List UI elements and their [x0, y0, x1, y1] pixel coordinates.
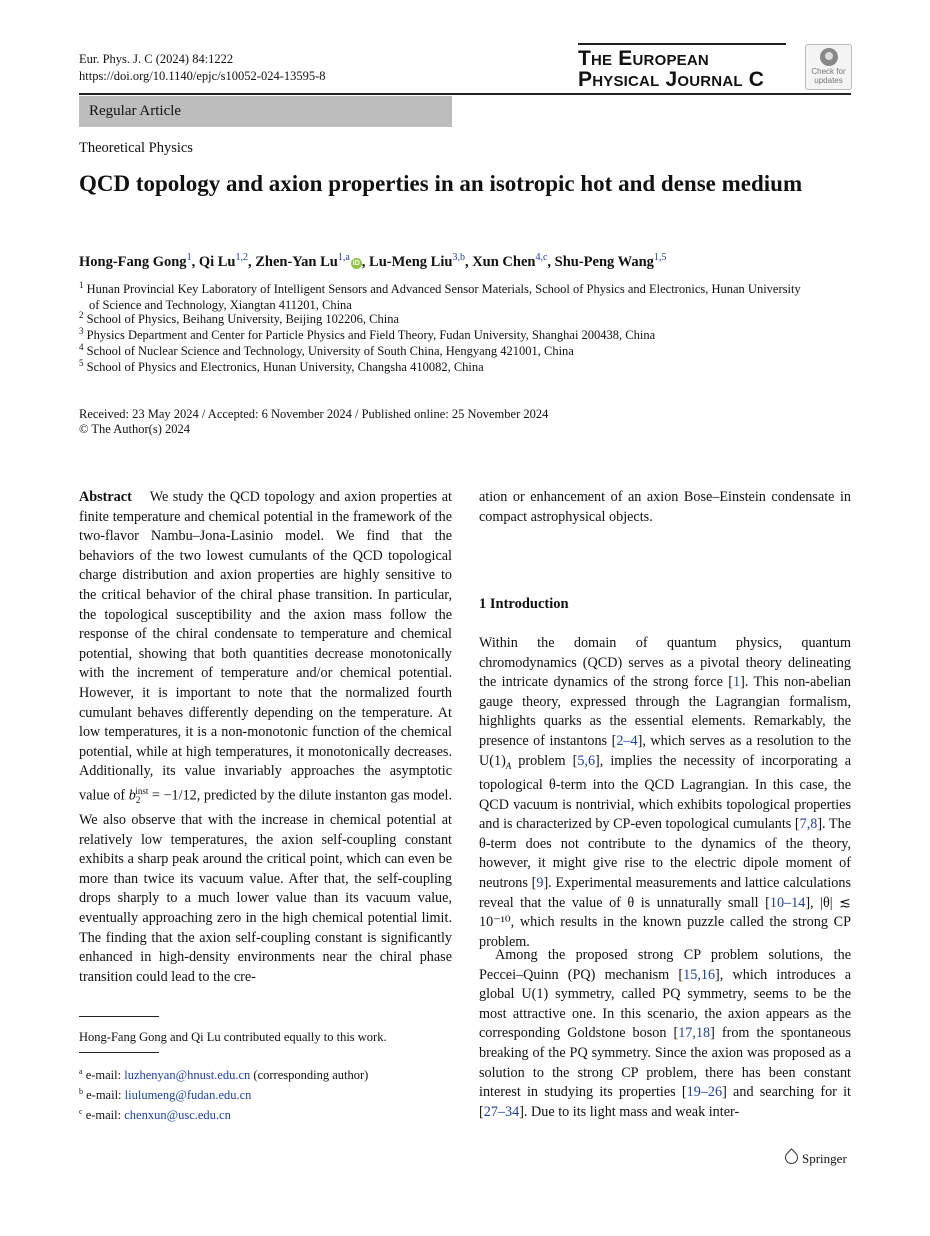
- doi-link[interactable]: https://doi.org/10.1140/epjc/s10052-024-13595-8: [79, 69, 326, 83]
- publisher-name: Springer: [802, 1151, 847, 1166]
- affiliation-item: [79, 355, 854, 375]
- equal-contribution-note: Hong-Fang Gong and Qi Lu contributed equally to this work.: [79, 1030, 387, 1044]
- citation-link[interactable]: 17,18: [678, 1025, 711, 1042]
- author-name: Qi Lu: [198, 253, 236, 270]
- citation-link[interactable]: 7,8: [799, 816, 818, 833]
- abstract-text-cont: , predicted by the dilute instanton gas model. We also observe that with the increase in chemical potential at relatively low temperatures, the axion self-coupling constant exhibits a sharp peak around the critical point, which can even be more than twice its vacuum value. After that, the self-coupling drops sharply to a much lower value than its vacuum value, eventually approaching zero in the high chemical potential limit. The finding that the axion self-coupling constant is significantly enhanced in high-density environments near the chiral phase transition could lead to the cre-: [79, 787, 452, 985]
- citation-link[interactable]: 9: [536, 874, 544, 891]
- journal-logo-line1: The European: [578, 47, 709, 70]
- abstract-label: Abstract: [79, 489, 132, 505]
- email-link[interactable]: chenxun@usc.edu.cn: [124, 1108, 231, 1123]
- intro-paragraph-1: Within the domain of quantum physics, quantum chromodynamics (QCD) serves as a pivotal theory delineating the intricate dynamics of the strong force [1]. This non-abelian gauge theory, expressed through the Lagrangian formalism, highlights quarks as the essential elements. Remarkably, the presence of instantons [2–4], which serves as a resolution to the $U(1)_A$ problem [5,6], implies the necessity of incorporating a topological θ-term into the QCD Lagrangian. In this case, the QCD vacuum is nontrivial, which exhibits topological properties and is characterized by CP-even topological cumulants [7,8]. The θ-term does not contribute to the dynamics of the theory, however, it might give rise to the electric dipole moment of neutrons [9]. Experimental measurements and lattice calculations reveal that the value of θ is unnaturally small [10–14], |θ| ≲ 10⁻¹⁰, which results in the known puzzle called the strong CP problem.: [479, 635, 851, 950]
- copyright-line: © The Author(s) 2024: [79, 422, 190, 436]
- author-affiliation[interactable]: 1,2: [235, 252, 248, 263]
- bookmark-icon: [820, 48, 838, 66]
- citation-link[interactable]: 19–26: [686, 1084, 723, 1101]
- citation-link[interactable]: 27–34: [483, 1103, 520, 1120]
- article-type-banner: Regular Article: [79, 96, 452, 127]
- affiliation-text: School of Physics, Beihang University, Beijing 102206, China: [86, 312, 399, 327]
- email-link[interactable]: liulumeng@fudan.edu.cn: [124, 1088, 252, 1103]
- affiliation-text: School of Physics and Electronics, Hunan University, Changsha 410082, China: [86, 360, 484, 375]
- publication-dates: [79, 407, 548, 437]
- b2-inst-formula: b: [128, 787, 136, 804]
- author-name: Lu-Meng Liu: [369, 253, 453, 270]
- check-for-updates-badge[interactable]: [805, 44, 852, 90]
- springer-horse-icon: [782, 1148, 800, 1166]
- footnote-email-c: $^c$ e-mail: chenxun@usc.edu.cn: [79, 1107, 231, 1123]
- paper-title: QCD topology and axion properties in an isotropic hot and dense medium: [79, 171, 803, 196]
- affiliation-number: 2: [79, 310, 84, 320]
- abstract-text: We study the QCD topology and axion properties at finite temperature and chemical potential in the framework of the two-flavor Nambu–Jona-Lasinio model. We find that the behaviors of the two lowest cumulants of the QCD topological charge distribution and axion properties are highly sensitive to the critical behavior of the chiral phase transition. In particular, the topological susceptibility and the axion mass follow the response of the chiral condensate to temperature and chemical potential, showing that both quantities decrease monotonically with the increment of temperature and/or chemical potential. However, it is important to note that the normalized fourth cumulant behaves differently depending on the temperature. At low temperatures, it is a non-monotonic function of the chemical potential, while at high temperatures, it monotonically decreases. Additionally, its value invariably approaches the asymptotic value of: [79, 489, 452, 804]
- intro-paragraph-2: Among the proposed strong CP problem solutions, the Peccei–Quinn (PQ) mechanism [15,16], which introduces a global U(1) symmetry, called PQ symmetry, seems to be the most attractive one. In this scenario, the axion appears as the corresponding Goldstone boson [17,18] from the spontaneous breaking of the PQ symmetry. Since the axion was proposed as a solution to the strong CP problem, there has been constant interest in studying its properties [19–26] and searching for it [27–34]. Due to its light mass and weak inter-: [479, 947, 851, 1120]
- author-name: Shu-Peng Wang: [554, 253, 654, 270]
- author-name: Hong-Fang Gong: [79, 253, 187, 270]
- orcid-icon[interactable]: iD: [352, 259, 360, 267]
- affiliation-number: 5: [79, 358, 84, 368]
- author-affiliation[interactable]: 4,c: [535, 252, 548, 263]
- author-name: Xun Chen: [472, 253, 536, 270]
- abstract-continuation: ation or enhancement of an axion Bose–Einstein condensate in compact astrophysical objects.: [479, 489, 851, 525]
- affiliation-text-cont: of Science and Technology, Xiangtan 411201, China: [89, 298, 352, 313]
- check-updates-label: Check for updates: [811, 67, 846, 85]
- citation-link[interactable]: 10–14: [769, 894, 806, 911]
- journal-logo: [578, 43, 786, 90]
- affiliation-text: Hunan Provincial Key Laboratory of Intelligent Sensors and Advanced Sensor Materials, School of Physics and Electronics, Hunan University: [86, 282, 801, 297]
- author-affiliation[interactable]: 1,5: [653, 252, 667, 263]
- email-link[interactable]: luzhenyan@hnust.edu.cn: [124, 1068, 251, 1083]
- author-list: Hong-Fang Gong$^1$, Qi Lu$^{1,2}$, Zhen-Yan Lu$^{1,a}$iD , Lu-Meng Liu$^{3,b}$, Xun Chen$^{4,c}$, Shu-Peng Wang$^{1,5}$: [79, 252, 667, 270]
- affiliation-number: 1: [79, 280, 84, 290]
- section-label: Theoretical Physics: [79, 140, 193, 156]
- section-heading-introduction: 1 Introduction: [479, 596, 569, 612]
- affiliation-text: Physics Department and Center for Particle Physics and Field Theory, Fudan University, Shanghai 200438, China: [86, 328, 656, 343]
- publisher-logo: [785, 1151, 847, 1167]
- author-affiliation[interactable]: 1,a: [337, 252, 350, 263]
- author-name: Zhen-Yan Lu: [255, 253, 338, 270]
- citation-link[interactable]: 15,16: [683, 966, 716, 983]
- header-rule: [79, 93, 851, 95]
- affiliation-number: 4: [79, 342, 84, 352]
- dates-line: Received: 23 May 2024 / Accepted: 6 November 2024 / Published online: 25 November 2024: [79, 407, 549, 421]
- journal-ref: Eur. Phys. J. C (2024) 84:1222: [79, 52, 234, 66]
- affiliation-number: 3: [79, 326, 84, 336]
- journal-logo-line2: Physical Journal C: [578, 68, 765, 91]
- author-affiliation[interactable]: 3,b: [452, 252, 465, 263]
- citation-link[interactable]: 5,6: [577, 752, 596, 769]
- footnote-rule: [79, 1016, 159, 1017]
- footnote-email-b: $^b$ e-mail: liulumeng@fudan.edu.cn: [79, 1087, 252, 1103]
- author-affiliation[interactable]: 1: [186, 252, 192, 263]
- footnote-email-a: $^a$ e-mail: luzhenyan@hnust.edu.cn (corresponding author): [79, 1067, 369, 1083]
- abstract: Abstract We study the QCD topology and axion properties at finite temperature and chemical potential in the framework of the two-flavor Nambu–Jona-Lasinio model. We find that the behaviors of the two lowest cumulants of the QCD topological charge distribution and axion properties are highly sensitive to the critical behavior of the chiral phase transition. In particular, the topological susceptibility and the axion mass follow the response of the chiral condensate to temperature and chemical potential, showing that both quantities decrease monotonically with the increment of temperature and/or chemical potential. However, it is important to note that the normalized fourth cumulant behaves differently depending on the temperature. At low temperatures, it is a non-monotonic function of the chemical potential, while at high temperatures, it monotonically decreases. Additionally, its value invariably approaches the asymptotic value of $b_2^{inst} = -1/12$, predicted by the dilute instanton gas model. We also observe that with the increase in chemical potential at relatively low temperatures, the axion self-coupling constant exhibits a sharp peak around the critical point, which can even be more than twice its vacuum value. After that, the self-coupling drops sharply to a much lower value than its vacuum value, eventually approaching zero in the high chemical potential limit. The finding that the axion self-coupling constant is significantly enhanced in high-density environments near the chiral phase transition could lead to the cre-: [79, 489, 452, 985]
- citation-link[interactable]: 2–4: [616, 732, 638, 749]
- journal-reference: [79, 51, 326, 85]
- footnote-rule: [79, 1052, 159, 1053]
- affiliation-text: School of Nuclear Science and Technology, University of South China, Hengyang 421001, China: [86, 344, 574, 359]
- citation-link[interactable]: 1: [733, 674, 741, 691]
